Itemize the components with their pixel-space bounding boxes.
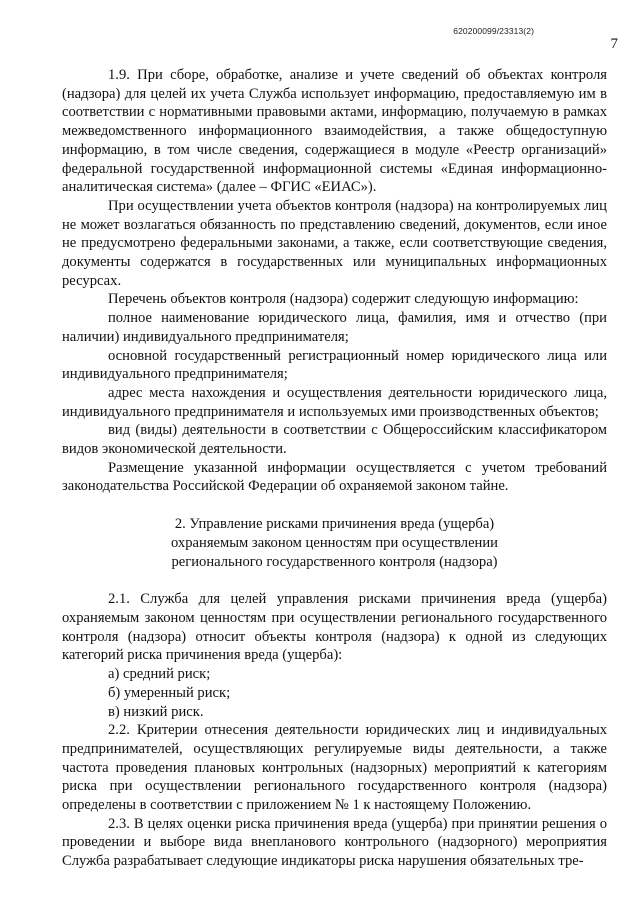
- list-item-activity: вид (виды) деятельности в соответствии с Общероссийским классификатором видов экономической деятельности.: [62, 422, 607, 458]
- document-code: 620200099/23313(2): [453, 26, 534, 36]
- paragraph-1-9: 1.9. При сборе, обработке, анализе и учете сведений об объектах контроля (надзора) для целей их учета Служба использует информацию, предоставляемую им в соответствии с нормативными правовыми актами, информацию, получаемую в рамках межведомственного информационного взаимодействия, а также общедоступную информацию, в том числе сведения, содержащиеся в модуле «Реестр организаций» федеральной государственной информационной системы «Единая информационно-аналитическая система» (далее – ФГИС «ЕИАС»).: [62, 67, 607, 196]
- risk-category-low: в) низкий риск.: [108, 703, 204, 720]
- paragraph-secrecy: Размещение указанной информации осуществляется с учетом требований законодательства Российской Федерации об охраняемой законом тайне.: [62, 459, 607, 495]
- paragraph-2-2: 2.2. Критерии отнесения деятельности юридических лиц и индивидуальных предпринимателей, осуществляющих регулируемые виды деятельности, а также частота проведения плановых контрольных (надзорных) мероприятий к категориям риска при осуществлении регионального государственного контроля (надзора) определены в соответствии с приложением № 1 к настоящему Положению.: [62, 722, 607, 814]
- paragraph-registration-duty: При осуществлении учета объектов контроля (надзора) на контролируемых лиц не может возлагаться обязанность по представлению сведений, документов, если иное не предусмотрено федеральными законами, а также, если соответствующие сведения, документы содержатся в государственных или муниципальных информационных ресурсах.: [62, 197, 607, 289]
- section-2-title-line-1: 2. Управление рисками причинения вреда (ущерба): [174, 516, 495, 533]
- risk-category-moderate: б) умеренный риск;: [108, 684, 231, 701]
- page-number: 7: [610, 36, 618, 52]
- list-item-name: полное наименование юридического лица, фамилия, имя и отчество (при наличии) индивидуального предпринимателя;: [62, 310, 607, 345]
- section-2-title: [62, 515, 607, 571]
- section-2-title-line-3: регионального государственного контроля (надзора): [171, 553, 498, 570]
- section-2-title-line-2: охраняемым законом ценностям при осуществлении: [171, 534, 498, 551]
- paragraph-2-3: 2.3. В целях оценки риска причинения вреда (ущерба) при принятии решения о проведении и выборе вида внепланового контрольного (надзорного) мероприятия Служба разрабатывает следующие индикаторы риска нарушения обязательных тре-: [62, 815, 607, 870]
- risk-category-medium: а) средний риск;: [108, 666, 211, 683]
- paragraph-2-1: 2.1. Служба для целей управления рисками причинения вреда (ущерба) охраняемым законом ценностям при осуществлении регионального государственного контроля (надзора) относит объекты контроля (надзора) к одной из следующих категорий риска причинения вреда (ущерба):: [62, 591, 607, 664]
- list-item-ogrn: основной государственный регистрационный номер юридического лица или индивидуального предпринимателя;: [62, 347, 607, 383]
- paragraph-list-intro: Перечень объектов контроля (надзора) содержит следующую информацию:: [108, 291, 579, 308]
- list-item-address: адрес места нахождения и осуществления деятельности юридического лица, индивидуального предпринимателя и используемых ими производственных объектов;: [62, 384, 607, 420]
- document-body: [62, 66, 607, 871]
